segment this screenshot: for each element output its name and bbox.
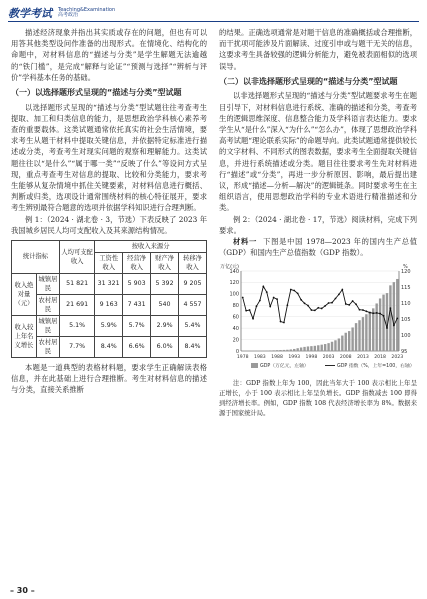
table-cell: 5.7% — [123, 315, 151, 336]
gdp-bar — [303, 347, 305, 351]
y-left-tick-label: 60 — [232, 314, 239, 321]
income-table — [11, 240, 207, 358]
table-cell: 5.9% — [95, 315, 123, 336]
gdp-index-point — [365, 311, 367, 313]
gdp-bar — [334, 341, 336, 352]
gdp-index-point — [283, 322, 285, 324]
material-1-label: 材料一 — [233, 236, 258, 246]
gdp-bar — [310, 346, 312, 351]
y-left-tick-label: 140 — [229, 269, 239, 276]
th-business: 经营净收入 — [123, 252, 151, 273]
section-heading-1: （一）以选择题形式呈现的“描述与分类”型试题 — [11, 88, 182, 98]
gdp-bar — [321, 345, 323, 351]
left-column — [11, 27, 207, 396]
gdp-bar — [290, 350, 292, 352]
right-column — [219, 27, 417, 419]
table-cell: 8.4% — [95, 336, 123, 357]
gdp-index-point — [269, 306, 271, 308]
table-cell: 5 903 — [123, 273, 151, 294]
table-cell: 5 392 — [151, 273, 179, 294]
example-2-text: 例 2：（2024 · 湖北卷 · 17，节选）阅读材料，完成下列要求。 — [219, 214, 417, 235]
gdp-index-point — [386, 327, 388, 329]
gdp-index-point — [355, 304, 357, 306]
th-transfer: 转移净收入 — [179, 252, 207, 273]
x-tick-label: 1998 — [305, 355, 318, 361]
gdp-bar — [362, 317, 364, 351]
th-source: 按收入来源分 — [95, 240, 207, 252]
gdp-bar — [272, 351, 274, 352]
y-right-tick-label: 115 — [401, 285, 411, 292]
magazine-brand: 教学考试 — [8, 7, 52, 20]
section-heading-2: （二）以非选择题形式呈现的“描述与分类”型试题 — [219, 76, 398, 86]
magazine-subtitle-cn: 高考政治 — [58, 12, 79, 18]
paragraph-nonmcq: 以非选择题形式呈现的“描述与分类”型试题要求考生在题目引导下，对材料信息进行系统、准确的描述和分类，考查考生的逻辑思维深度、信息整合能力及学科语言表达能力。要求学生从“是什么”深入“为什么”“怎么办”，体现了思想政治学科高考试题“理论联系实际”的命题导向。此类试题通常提供较长的文字材料、不同形式的图表数据，要求考生全面提取关键信息，并进行系统描述或分类。题目往往要求考生先对材料进行“描述”或“分类”，再进一步分析原因、影响，最后提出建议，形成“描述—分析—解决”的逻辑链条。同时要求考生在主组织语言，使用思想政治学科的专业术语进行精准描述和分类。 — [219, 91, 417, 213]
gdp-bar — [348, 331, 350, 351]
y-left-tick-label: 20 — [232, 337, 239, 344]
gdp-index-point — [307, 305, 309, 307]
gdp-index-point — [314, 310, 316, 312]
table-cell: 6.0% — [151, 336, 179, 357]
y-left-tick-label: 80 — [232, 303, 239, 310]
gdp-chart — [219, 261, 417, 379]
gdp-index-point — [379, 313, 381, 315]
gdp-index-point — [242, 297, 244, 299]
chart-note: 注：GDP 指数上年为 100，因此当年大于 100 表示相比上年呈正增长，小于 100 表示相比上年呈负增长。GDP 指数减去 100 即得到经济增长率。例如，GDP 指数 108 代表经济增长率为 8%。数据来源于国家统计局。 — [219, 380, 417, 418]
x-tick-label: 2013 — [357, 355, 369, 361]
y-axis-left-title: 万亿(元) — [220, 264, 239, 271]
th-property: 财产净收入 — [151, 252, 179, 273]
gdp-bar — [331, 342, 333, 351]
gdp-index-point — [293, 290, 295, 292]
gdp-index-point — [362, 309, 364, 311]
gdp-bar — [355, 323, 357, 351]
gdp-bar — [307, 347, 309, 352]
gdp-index-point — [359, 309, 361, 311]
urban-label: 城镇居民 — [37, 315, 60, 336]
table-cell: 540 — [151, 294, 179, 315]
gdp-index-point — [352, 301, 354, 303]
table-cell: 5.1% — [60, 315, 95, 336]
gdp-index-point — [341, 289, 343, 291]
y-right-tick-label: 100 — [401, 333, 411, 340]
table-cell: 9 205 — [179, 273, 207, 294]
table-cell: 8.4% — [179, 336, 207, 357]
th-stat: 统计指标 — [12, 240, 60, 273]
gdp-bar — [345, 333, 347, 351]
gdp-index-point — [317, 307, 319, 309]
paragraph-mcq: 以选择题形式呈现的“描述与分类”型试题往往考查考生提取、加工和归类信息的能力，是思想政治学科核心素养考查的重要载体。这类试题通常依托真实的社会生活情境，要求考生从题干材料中提取关键信息，并依据特定标准进行描述或分类，考查考生对现实问题的观察和理解能力。这类试题往往以“是什么”“属于哪一类”“反映了什么”等设问方式呈现，重点考查考生对信息的提取、比较和分类能力，要求考生能够从复杂情境中抓住关键要素，对材料信息进行概括、判断或归类，选项设计通常围绕材料的核心特征展开，要求考生辨别最符合题意的选项并依据学科知识进行合理判断。 — [11, 102, 207, 213]
gdp-index-point — [311, 309, 313, 311]
gdp-index-point — [259, 300, 261, 302]
y-right-tick-label: 105 — [401, 317, 411, 324]
x-tick-label: 1993 — [288, 355, 301, 361]
x-tick-label: 2003 — [322, 355, 335, 361]
gdp-index-point — [390, 308, 392, 310]
gdp-bar — [279, 350, 281, 351]
gdp-bar — [338, 339, 340, 352]
gdp-bar — [396, 279, 398, 351]
gdp-index-point — [335, 298, 337, 300]
y-left-tick-label: 40 — [232, 326, 239, 333]
gdp-index-point — [273, 297, 275, 299]
table-cell: 7.7% — [60, 336, 95, 357]
th-percap: 人均可支配收入 — [60, 240, 95, 273]
gdp-index-point — [290, 289, 292, 291]
page-number: – 30 – — [10, 586, 35, 595]
example-2-intro — [219, 214, 417, 236]
gdp-bar — [327, 344, 329, 352]
paragraph-table-analysis: 本题是一道典型的表格材料题，要求学生正确解读表格信息，并在此基础上进行合理推断。考生对材料信息的描述与分类，直接关系推断 — [11, 362, 207, 395]
gdp-index-point — [348, 304, 350, 306]
row-label-growth: 收入较上年名义增长 — [12, 315, 37, 357]
table-cell: 21 691 — [60, 294, 95, 315]
paragraph-continue: 的结果。正确选项通常是对题干信息的准确概括或合理推断，而干扰项可能涉及片面解读、过度引申或与题干无关的信息，这要求考生具备较强的逻辑分析能力，避免被表面相似的选项误导。 — [219, 28, 417, 71]
gdp-bar — [341, 336, 343, 351]
gdp-bar — [266, 351, 268, 352]
gdp-bar — [379, 299, 381, 352]
gdp-index-point — [262, 286, 264, 288]
gdp-chart-container — [219, 261, 417, 379]
gdp-index-point — [328, 302, 330, 304]
y-right-tick-label: 120 — [401, 269, 411, 276]
paragraph-intro: 描述经济现象并指出其实质或存在的问题，但也有可以用答其他类型设问作准备的出现形式。在情境化、结构化的命题中，对材料信息的“描述与分类”是学生解题无法逾越的“铁门槛”，是完成“解释与论证”“预测与选择”“辨析与评价”学科基本任务的基础。 — [11, 28, 207, 82]
gdp-bar — [375, 304, 377, 352]
gdp-bar — [369, 312, 371, 351]
rural-label: 农村居民 — [37, 336, 60, 357]
gdp-bar — [286, 350, 288, 351]
gdp-index-point — [276, 299, 278, 301]
table-cell: 2.9% — [151, 315, 179, 336]
urban-label: 城镇居民 — [37, 273, 60, 294]
gdp-index-point — [266, 292, 268, 294]
gdp-index-point — [369, 312, 371, 314]
y-left-tick-label: 120 — [229, 280, 239, 287]
gdp-index-point — [280, 321, 282, 323]
table-cell: 31 321 — [95, 273, 123, 294]
gdp-bar — [293, 349, 295, 351]
y-right-tick-label: 110 — [401, 301, 411, 308]
gdp-bar — [296, 349, 298, 352]
page-header — [8, 6, 419, 20]
example-1-text: 例 1：（2024 · 湖北卷 · 3，节选）下表反映了 2023 年我国城乡居民人均可支配收入及其来源结构情况。 — [11, 214, 207, 235]
gdp-index-point — [383, 315, 385, 317]
gdp-index-point — [376, 312, 378, 314]
example-1-intro — [11, 214, 207, 236]
row-label-absolute: 收入绝对量（元） — [12, 273, 37, 315]
gdp-bar — [365, 315, 367, 352]
y-left-tick-label: 0 — [235, 349, 239, 356]
gdp-bar — [382, 295, 384, 351]
gdp-bar — [389, 286, 391, 352]
y-right-tick-label: 95 — [401, 349, 408, 356]
gdp-index-point — [252, 318, 254, 320]
table-cell: 51 821 — [60, 273, 95, 294]
gdp-index-point — [304, 303, 306, 305]
material-1 — [219, 236, 417, 258]
gdp-bar — [283, 350, 285, 351]
gdp-index-point — [372, 313, 374, 315]
gdp-bar — [276, 350, 278, 351]
gdp-bar — [324, 344, 326, 351]
x-tick-label: 2008 — [339, 355, 352, 361]
gdp-index-point — [345, 303, 347, 305]
gdp-bar — [269, 351, 271, 352]
gdp-index-point — [393, 325, 395, 327]
x-tick-label: 1978 — [236, 355, 249, 361]
table-cell: 7 431 — [123, 294, 151, 315]
magazine-subtitle-en: Teaching&Examination — [58, 7, 116, 13]
gdp-bar — [317, 346, 319, 352]
gdp-index-point — [245, 310, 247, 312]
x-tick-label: 2018 — [374, 355, 386, 361]
gdp-index-point — [297, 293, 299, 295]
y-axis-right-title: % — [403, 264, 408, 271]
header-divider — [8, 21, 419, 22]
gdp-index-point — [300, 299, 302, 301]
y-left-tick-label: 100 — [229, 292, 239, 299]
gdp-index-point — [256, 306, 258, 308]
table-cell: 5.4% — [179, 315, 207, 336]
x-tick-label: 2023 — [391, 355, 404, 361]
legend-index-label: GDP 指数（%，上年=100，右轴） — [337, 364, 415, 370]
gdp-bar — [300, 348, 302, 352]
gdp-index-point — [286, 305, 288, 307]
gdp-index-point — [321, 308, 323, 310]
gdp-bar — [314, 346, 316, 351]
table-cell: 6.6% — [123, 336, 151, 357]
gdp-index-point — [331, 302, 333, 304]
gdp-index-point — [338, 294, 340, 296]
material-1-text: 下图是中国 1978—2023 年的国内生产总值（GDP）和国内生产总值指数（GDP 指数）。 — [219, 236, 418, 258]
x-tick-label: 1988 — [271, 355, 283, 361]
x-tick-label: 1983 — [254, 355, 266, 361]
table-cell: 4 557 — [179, 294, 207, 315]
th-wage: 工资性收入 — [95, 252, 123, 273]
gdp-bar — [393, 283, 395, 352]
legend-gdp-label: GDP（万亿元，左轴） — [260, 364, 309, 370]
legend-gdp-swatch — [251, 363, 258, 368]
gdp-index-point — [324, 305, 326, 307]
magazine-subtitle — [58, 8, 115, 18]
table-cell: 9 163 — [95, 294, 123, 315]
gdp-bar — [372, 309, 374, 352]
rural-label: 农村居民 — [37, 294, 60, 315]
gdp-index-point — [396, 318, 398, 320]
gdp-index-point — [249, 309, 251, 311]
gdp-bar — [358, 321, 360, 352]
gdp-bar — [351, 328, 353, 352]
